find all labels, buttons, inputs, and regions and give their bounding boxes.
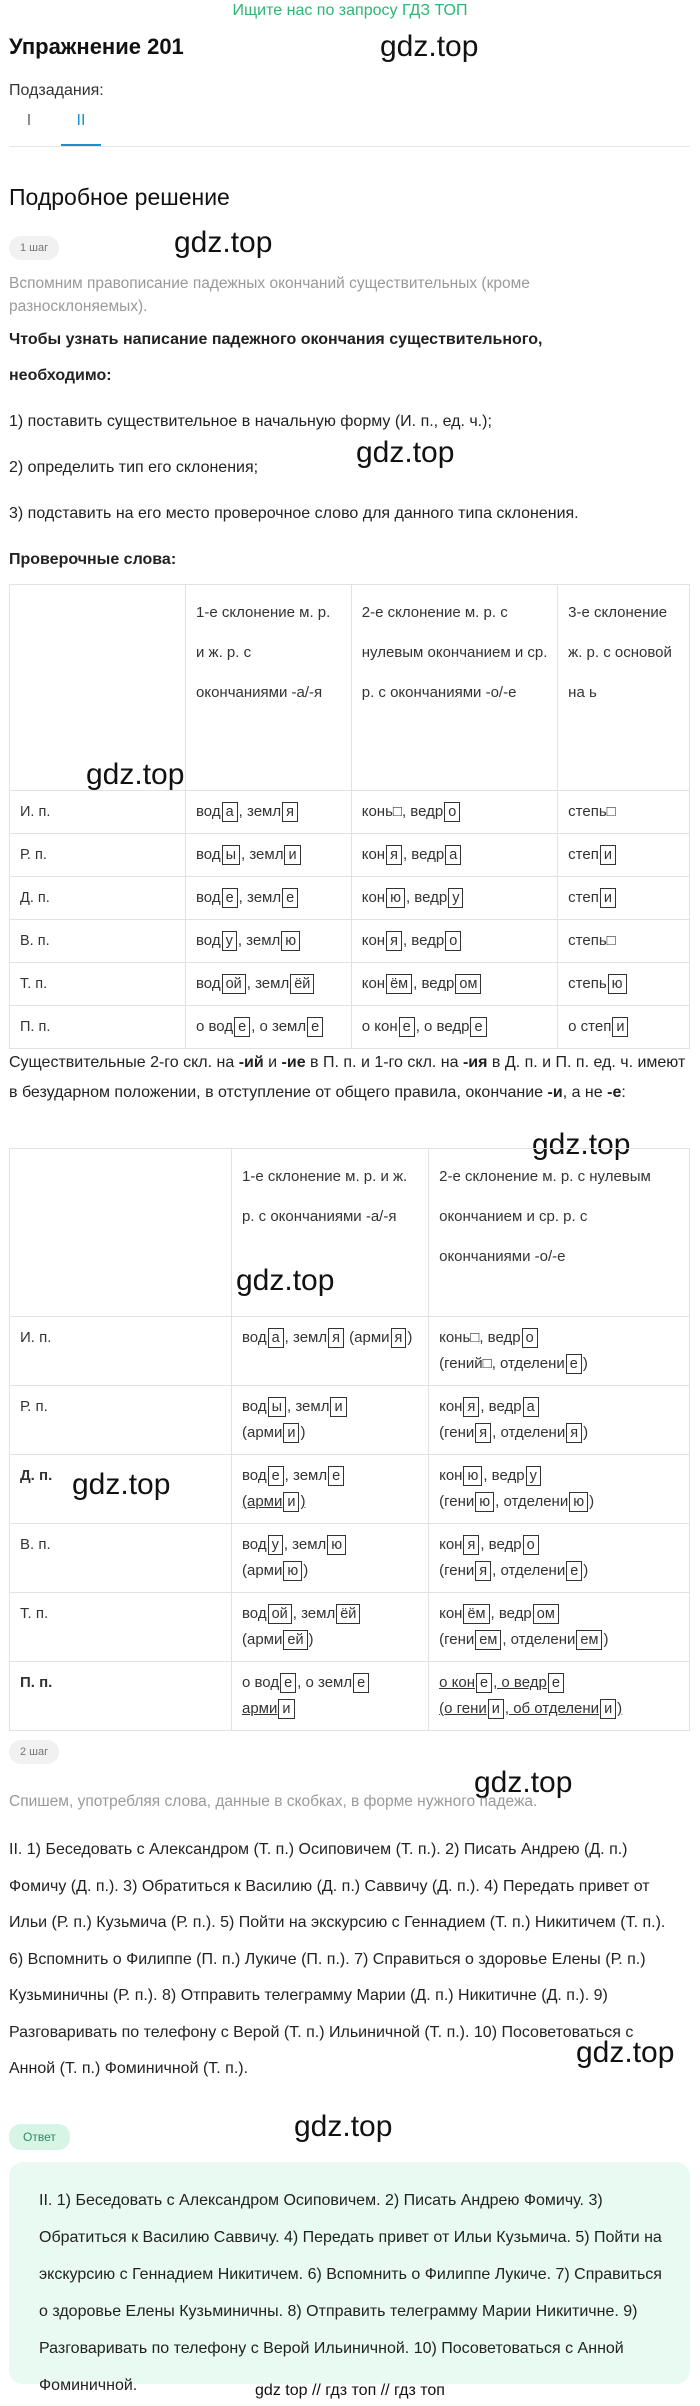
rule-2: 2) определить тип его склонения;	[9, 459, 259, 476]
table-header: 2-е склонение м. р. с нулевым окончанием и ср. р. с окончаниями -о/-е	[351, 585, 557, 791]
case-label: Т. п.	[10, 1593, 232, 1662]
case-label: Р. п.	[10, 1386, 232, 1455]
watermark: gdz.top	[380, 30, 479, 63]
rule-heading: Чтобы узнать написание падежного окончания существительного, необходимо:	[9, 331, 543, 384]
table-header: 1-е склонение м. р. и ж. р. с окончаниями -а/-я	[186, 585, 352, 791]
watermark: gdz.top	[86, 758, 185, 791]
watermark: gdz.top	[576, 2036, 675, 2069]
watermark: gdz.top	[294, 2110, 393, 2143]
table-row: П. п. о вод е , о земл е арми и о кон е , о ведр е (о гени и , об отделени и )	[10, 1662, 690, 1731]
subtasks-label: Подзадания:	[9, 82, 104, 99]
table-corner	[10, 1149, 232, 1317]
table-row: И. п. вод а , земл я (арми я ) конь□, ведр о (гений□, отделени е )	[10, 1317, 690, 1386]
case-label: Д. п.	[10, 877, 186, 920]
step2-text: II. 1) Беседовать с Александром (Т. п.) Осиповичем (Т. п.). 2) Писать Андрею (Д. п.) Фомичу (Д. п.). 3) Обратиться к Василию (Д. п.) Саввичу (Д. п.). 4) Передать привет от Ильи (Р. п.) Кузьмича (Р. п.). 5) Пойти на экскурсию с Геннадием (Т. п.) Никитичем (Т. п.). 6) Вспомнить о Филиппе (П. п.) Лукиче (П. п.). 7) Справиться о здоровье Елены (Р. п.) Кузьминичны (Р. п.). 8) Отправить телеграмму Марии (Д. п.) Никитичне (Д. п.). 9) Разговаривать по телефону с Верой (Т. п.) Ильиничной (Т. п.). 10) Посоветоваться с Анной (Т. п.) Фоминичной (Т. п.).	[9, 1841, 666, 2077]
watermark: gdz.top	[532, 1128, 631, 1161]
rule-3: 3) подставить на его место проверочное слово для данного типа склонения.	[9, 505, 579, 522]
table-row: Т. п. вод ой , земл ёй (арми ей ) кон ём , ведр ом (гени ем , отделени ем )	[10, 1593, 690, 1662]
case-label: П. п.	[10, 1662, 232, 1731]
answer-badge: Ответ	[9, 2124, 70, 2150]
promo-banner[interactable]: Ищите нас по запросу ГДЗ ТОП	[232, 2, 468, 19]
table-row: В. п. вод у , земл ю (арми ю ) кон я , ведр о (гени я , отделени е )	[10, 1524, 690, 1593]
step-badge-2: 2 шаг	[9, 1740, 59, 1764]
watermark: gdz.top	[72, 1468, 171, 1501]
check-words-heading: Проверочные слова:	[9, 551, 177, 568]
table-row: Д. п. вод е , земл е кон ю , ведр у степ и	[10, 877, 690, 920]
page-title: Упражнение 201	[9, 34, 184, 59]
step1-intro: Вспомним правописание падежных окончаний существительных (кроме разносклоняемых).	[9, 275, 530, 315]
exceptions-table	[9, 1148, 690, 1731]
watermark: gdz.top	[356, 436, 455, 469]
case-label: П. п.	[10, 1006, 186, 1049]
step2-intro: Спишем, употребляя слова, данные в скобках, в форме нужного падежа.	[9, 1793, 538, 1810]
table-row: Р. п. вод ы , земл и кон я , ведр а степ и	[10, 834, 690, 877]
table-row: П. п. о вод е , о земл е о кон е , о ведр е о степ и	[10, 1006, 690, 1049]
table-header: 3-е склонение ж. р. с основой на ь	[558, 585, 690, 791]
rule-1: 1) поставить существительное в начальную форму (И. п., ед. ч.);	[9, 413, 492, 430]
case-label: И. п.	[10, 1317, 232, 1386]
table-row: Д. п. вод е , земл е (арми и ) кон ю , ведр у (гени ю , отделени ю )	[10, 1455, 690, 1524]
case-label: В. п.	[10, 1524, 232, 1593]
table-header: 1-е склонение м. р. и ж. р. с окончаниями -а/-я	[232, 1149, 429, 1317]
case-label: Д. п.	[10, 1455, 232, 1524]
table-row: И. п. вод а , земл я конь□, ведр о степь□	[10, 791, 690, 834]
table-row: Т. п. вод ой , земл ёй кон ём , ведр ом степь ю	[10, 963, 690, 1006]
case-label: Т. п.	[10, 963, 186, 1006]
answer-box: II. 1) Беседовать с Александром Осиповичем. 2) Писать Андрею Фомичу. 3) Обратиться к Василию Саввичу. 4) Передать привет от Ильи Кузьмича. 5) Пойти на экскурсию с Геннадием Никитичем. 6) Вспомнить о Филиппе Лукиче. 7) Справиться о здоровье Елены Кузьминичны. 8) Отправить телеграмму Марии Никитичне. 9) Разговаривать по телефону с Верой Ильиничной. 10) Посоветоваться с Анной Фоминичной.	[9, 2162, 690, 2384]
subtask-tab-2[interactable]: II	[61, 112, 101, 146]
case-label: В. п.	[10, 920, 186, 963]
subtask-tab-1[interactable]: I	[26, 112, 32, 129]
check-words-table	[9, 584, 690, 1049]
table-row: В. п. вод у , земл ю кон я , ведр о степь□	[10, 920, 690, 963]
table-row: Р. п. вод ы , земл и (арми и ) кон я , ведр а (гени я , отделени я )	[10, 1386, 690, 1455]
table-header: 2-е склонение м. р. с нулевым окончанием и ср. р. с окончаниями -о/-е	[429, 1149, 690, 1317]
case-label: И. п.	[10, 791, 186, 834]
case-label: Р. п.	[10, 834, 186, 877]
divider	[9, 146, 690, 147]
footer-links[interactable]: gdz top // гдз топ // гдз топ	[255, 2382, 445, 2399]
watermark: gdz.top	[474, 1766, 573, 1799]
watermark: gdz.top	[174, 226, 273, 259]
subtask-tabs	[9, 112, 113, 146]
watermark: gdz.top	[236, 1264, 335, 1297]
exception-note: Существительные 2-го скл. на -ий и -ие в П. п. и 1-го скл. на -ия в Д. п. и П. п. ед. ч. имеют в безударном положении, в отступление от общего правила, окончание -и, а не -е:	[9, 1054, 686, 1101]
solution-title: Подробное решение	[9, 184, 230, 210]
step-badge-1: 1 шаг	[9, 236, 59, 260]
